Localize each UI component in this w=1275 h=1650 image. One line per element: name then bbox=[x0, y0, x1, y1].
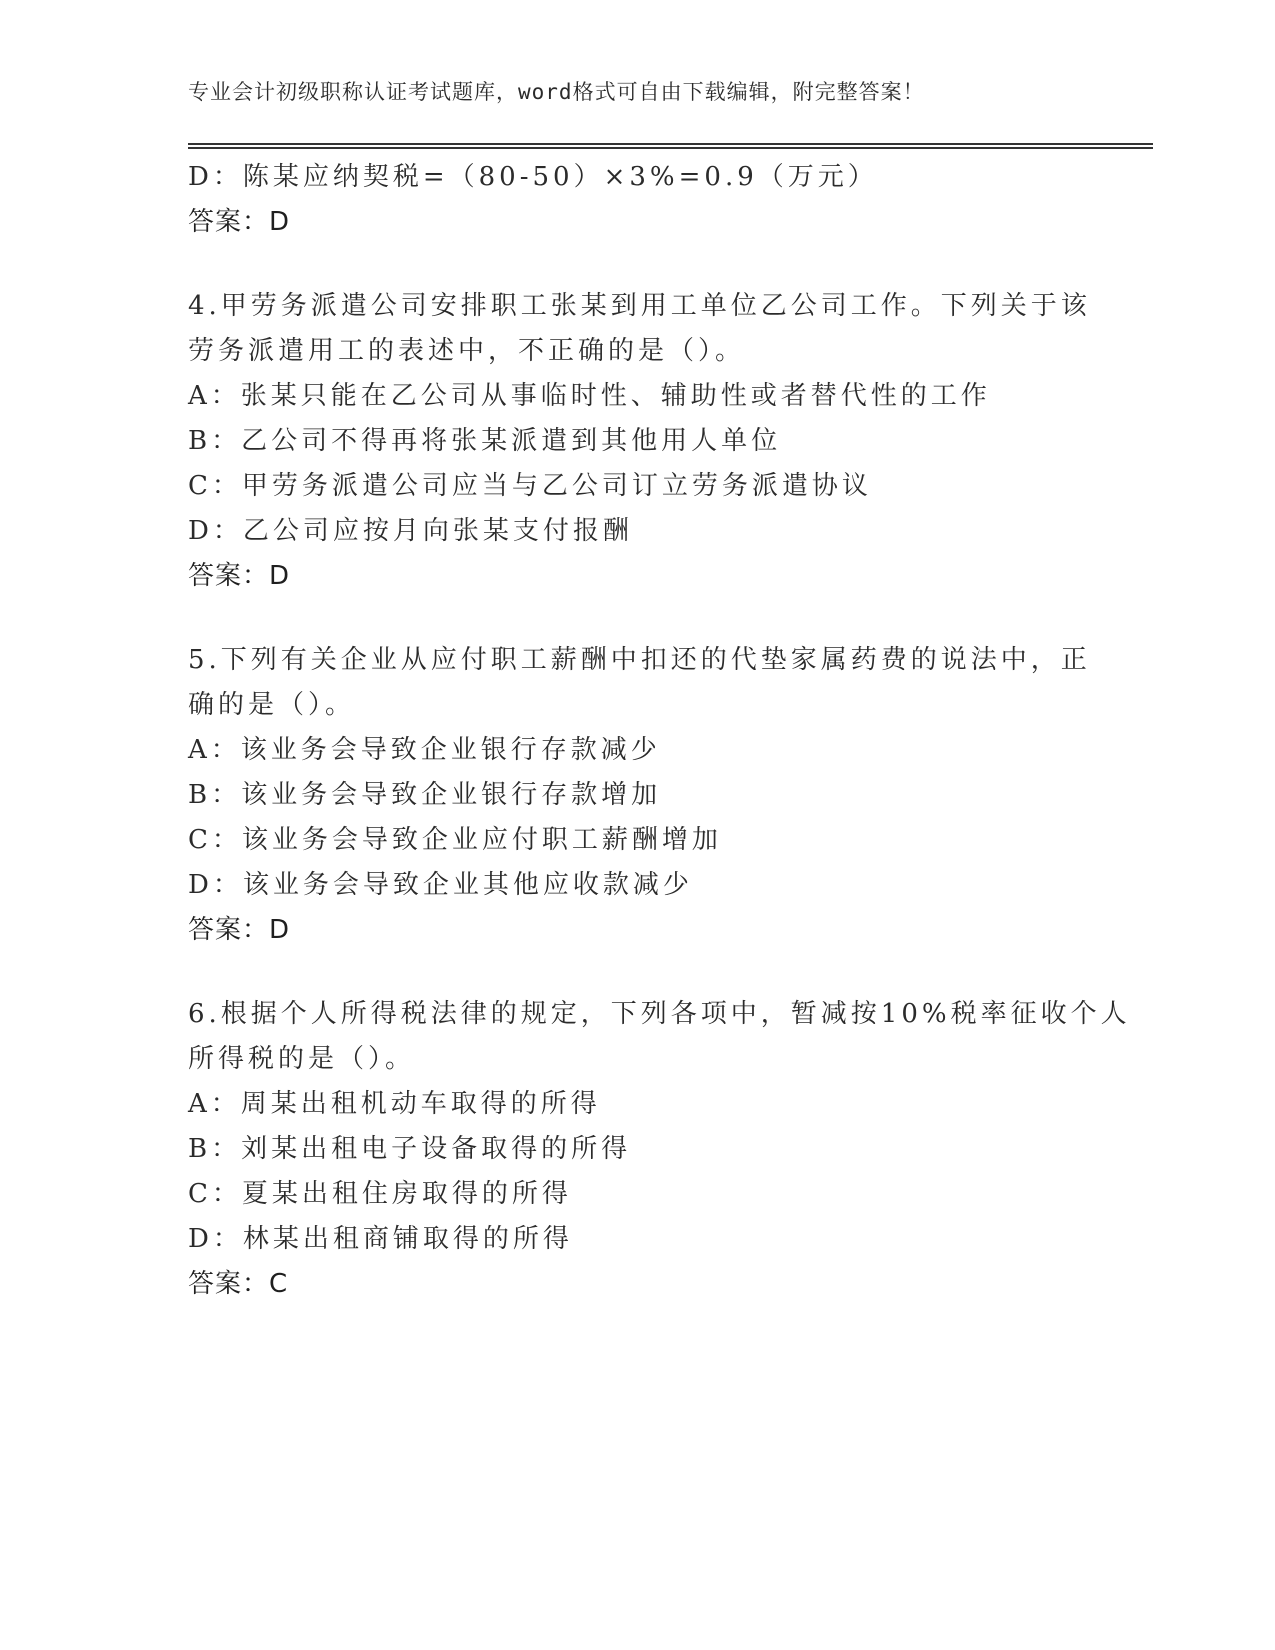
question-stem: 确的是（）。 bbox=[188, 690, 356, 720]
option-d: D：陈某应纳契税=（80-50）×3%=0.9（万元） bbox=[188, 162, 878, 192]
option-a: A：周某出租机动车取得的所得 bbox=[188, 1089, 601, 1119]
header-divider bbox=[188, 143, 1153, 149]
option-d: D：乙公司应按月向张某支付报酬 bbox=[188, 516, 633, 546]
question-stem: 4.甲劳务派遣公司安排职工张某到用工单位乙公司工作。下列关于该 bbox=[188, 291, 1091, 321]
answer-line: 答案：D bbox=[188, 207, 291, 237]
answer-line: 答案：D bbox=[188, 561, 291, 591]
answer-line: 答案：C bbox=[188, 1269, 289, 1299]
answer-line: 答案：D bbox=[188, 915, 291, 945]
question-block bbox=[188, 638, 1091, 953]
option-c: C：该业务会导致企业应付职工薪酬增加 bbox=[188, 825, 722, 855]
question-stem: 所得税的是（）。 bbox=[188, 1044, 416, 1074]
option-c: C：甲劳务派遣公司应当与乙公司订立劳务派遣协议 bbox=[188, 471, 872, 501]
option-a: A：张某只能在乙公司从事临时性、辅助性或者替代性的工作 bbox=[188, 381, 991, 411]
option-b: B：刘某出租电子设备取得的所得 bbox=[188, 1134, 632, 1164]
question-stem: 劳务派遣用工的表述中，不正确的是（）。 bbox=[188, 336, 746, 366]
question-block bbox=[188, 284, 1091, 599]
option-d: D：该业务会导致企业其他应收款减少 bbox=[188, 870, 693, 900]
question-stem: 6.根据个人所得税法律的规定，下列各项中，暂减按10%税率征收个人 bbox=[188, 999, 1131, 1029]
page-header: 专业会计初级职称认证考试题库，word格式可自由下载编辑，附完整答案！ bbox=[188, 80, 925, 104]
question-list bbox=[188, 155, 1131, 1307]
question-block bbox=[188, 992, 1131, 1307]
option-d: D：林某出租商铺取得的所得 bbox=[188, 1224, 573, 1254]
question-block bbox=[188, 155, 1088, 245]
option-b: B：该业务会导致企业银行存款增加 bbox=[188, 780, 662, 810]
question-stem: 5.下列有关企业从应付职工薪酬中扣还的代垫家属药费的说法中，正 bbox=[188, 645, 1091, 675]
option-a: A：该业务会导致企业银行存款减少 bbox=[188, 735, 661, 765]
option-b: B：乙公司不得再将张某派遣到其他用人单位 bbox=[188, 426, 782, 456]
option-c: C：夏某出租住房取得的所得 bbox=[188, 1179, 572, 1209]
